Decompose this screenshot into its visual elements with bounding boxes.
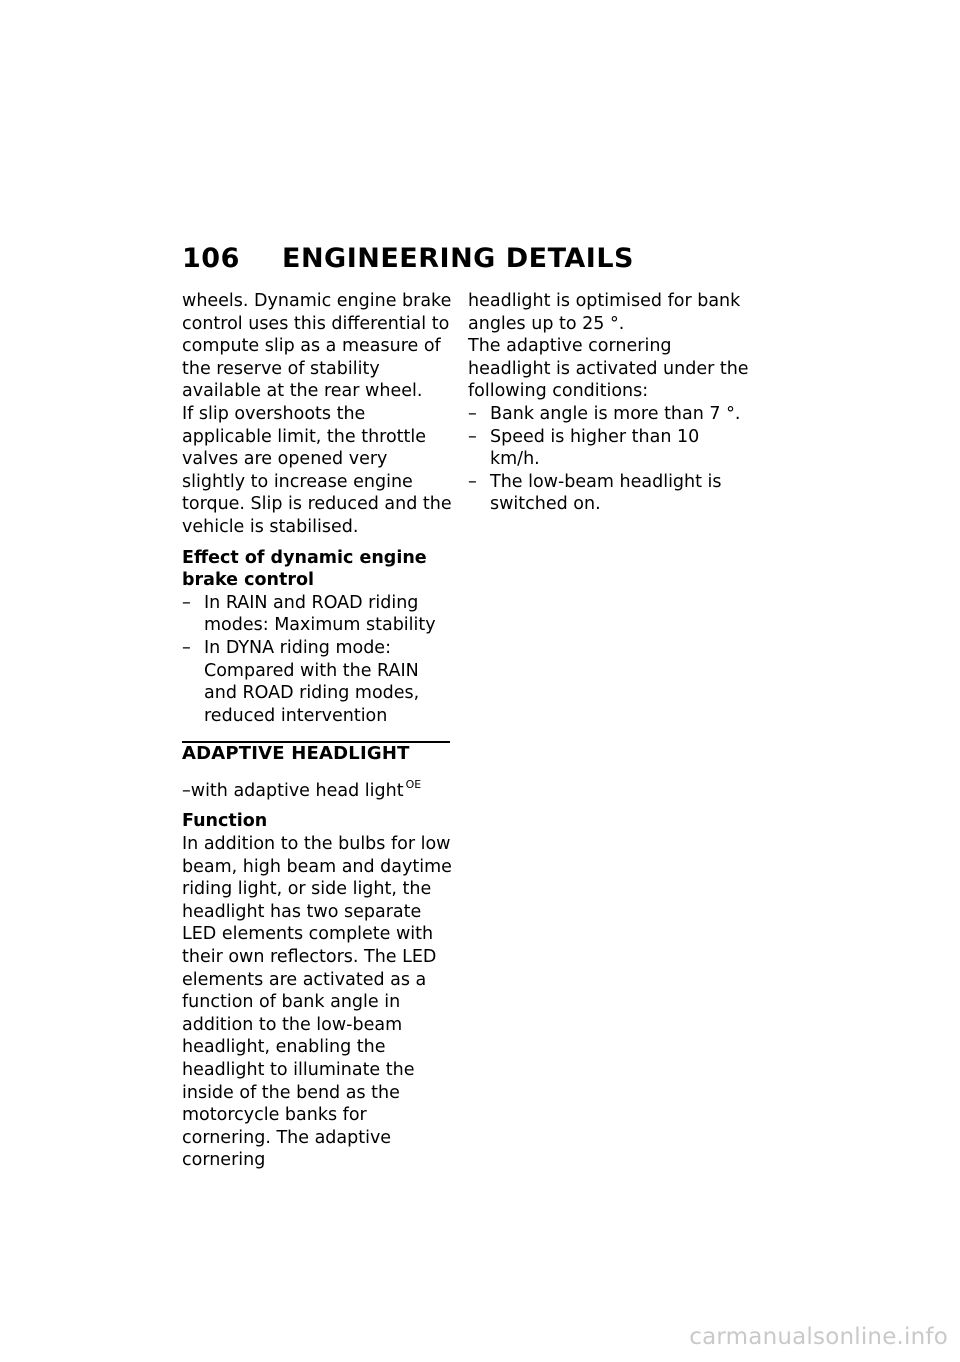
effect-heading: Effect of dynamic engine brake control — [182, 547, 427, 591]
right-column — [468, 290, 753, 516]
list-item — [182, 637, 454, 727]
list-item — [468, 403, 753, 426]
dash-marker: – — [182, 592, 191, 613]
list-item — [182, 592, 454, 637]
oe-superscript: OE — [405, 777, 422, 791]
function-heading: Function — [182, 811, 268, 832]
list-item — [468, 426, 753, 471]
intro-paragraph: wheels. Dynamic engine brake control uses this differential to compute slip as a measure of the reserve of stability available at the rear wheel. — [182, 291, 452, 402]
dash-marker: – — [182, 637, 191, 658]
dash-marker: – — [468, 426, 477, 447]
list-item-text: In DYNA riding mode: Compared with the RAIN and ROAD riding modes, reduced intervention — [204, 637, 420, 726]
continuation-paragraph: headlight is optimised for bank angles up to 25 °. — [468, 291, 741, 334]
conditions-list — [468, 403, 753, 516]
dash-marker: – — [468, 403, 477, 424]
page-title: ENGINEERING DETAILS — [282, 242, 634, 274]
option-text: with adaptive head light — [190, 780, 404, 801]
list-item-text: Speed is higher than 10 km/h. — [490, 426, 700, 470]
left-column — [182, 290, 454, 1172]
slip-paragraph: If slip overshoots the applicable limit, the throttle valves are opened very slightly to increase engine torque. Slip is reduced and the vehicle is stabilised. — [182, 403, 452, 537]
list-item-text: The low-beam headlight is switched on. — [490, 471, 722, 515]
dash-marker: – — [182, 780, 191, 801]
page-number: 106 — [182, 242, 240, 274]
option-line — [182, 774, 454, 803]
list-item-text: In RAIN and ROAD riding modes: Maximum stability — [204, 592, 436, 636]
section-title: ADAPTIVE HEADLIGHT — [182, 743, 410, 765]
dash-marker: – — [468, 471, 477, 492]
function-paragraph: In addition to the bulbs for low beam, high beam and daytime riding light, or side light, the headlight has two separate LED elements complete with their own reflectors. The LED elements are activated as a function of bank angle in addition to the low-beam headlight, enabling the headlight to illuminate the inside of the bend as the motorcycle banks for cornering. The adaptive cornering — [182, 834, 452, 1171]
list-item — [468, 471, 753, 516]
conditions-intro: The adaptive cornering headlight is activated under the following conditions: — [468, 336, 749, 402]
page-header — [182, 240, 634, 276]
watermark: carmanualsonline.info — [689, 1324, 948, 1350]
list-item-text: Bank angle is more than 7 °. — [490, 403, 741, 424]
effect-list — [182, 592, 454, 728]
